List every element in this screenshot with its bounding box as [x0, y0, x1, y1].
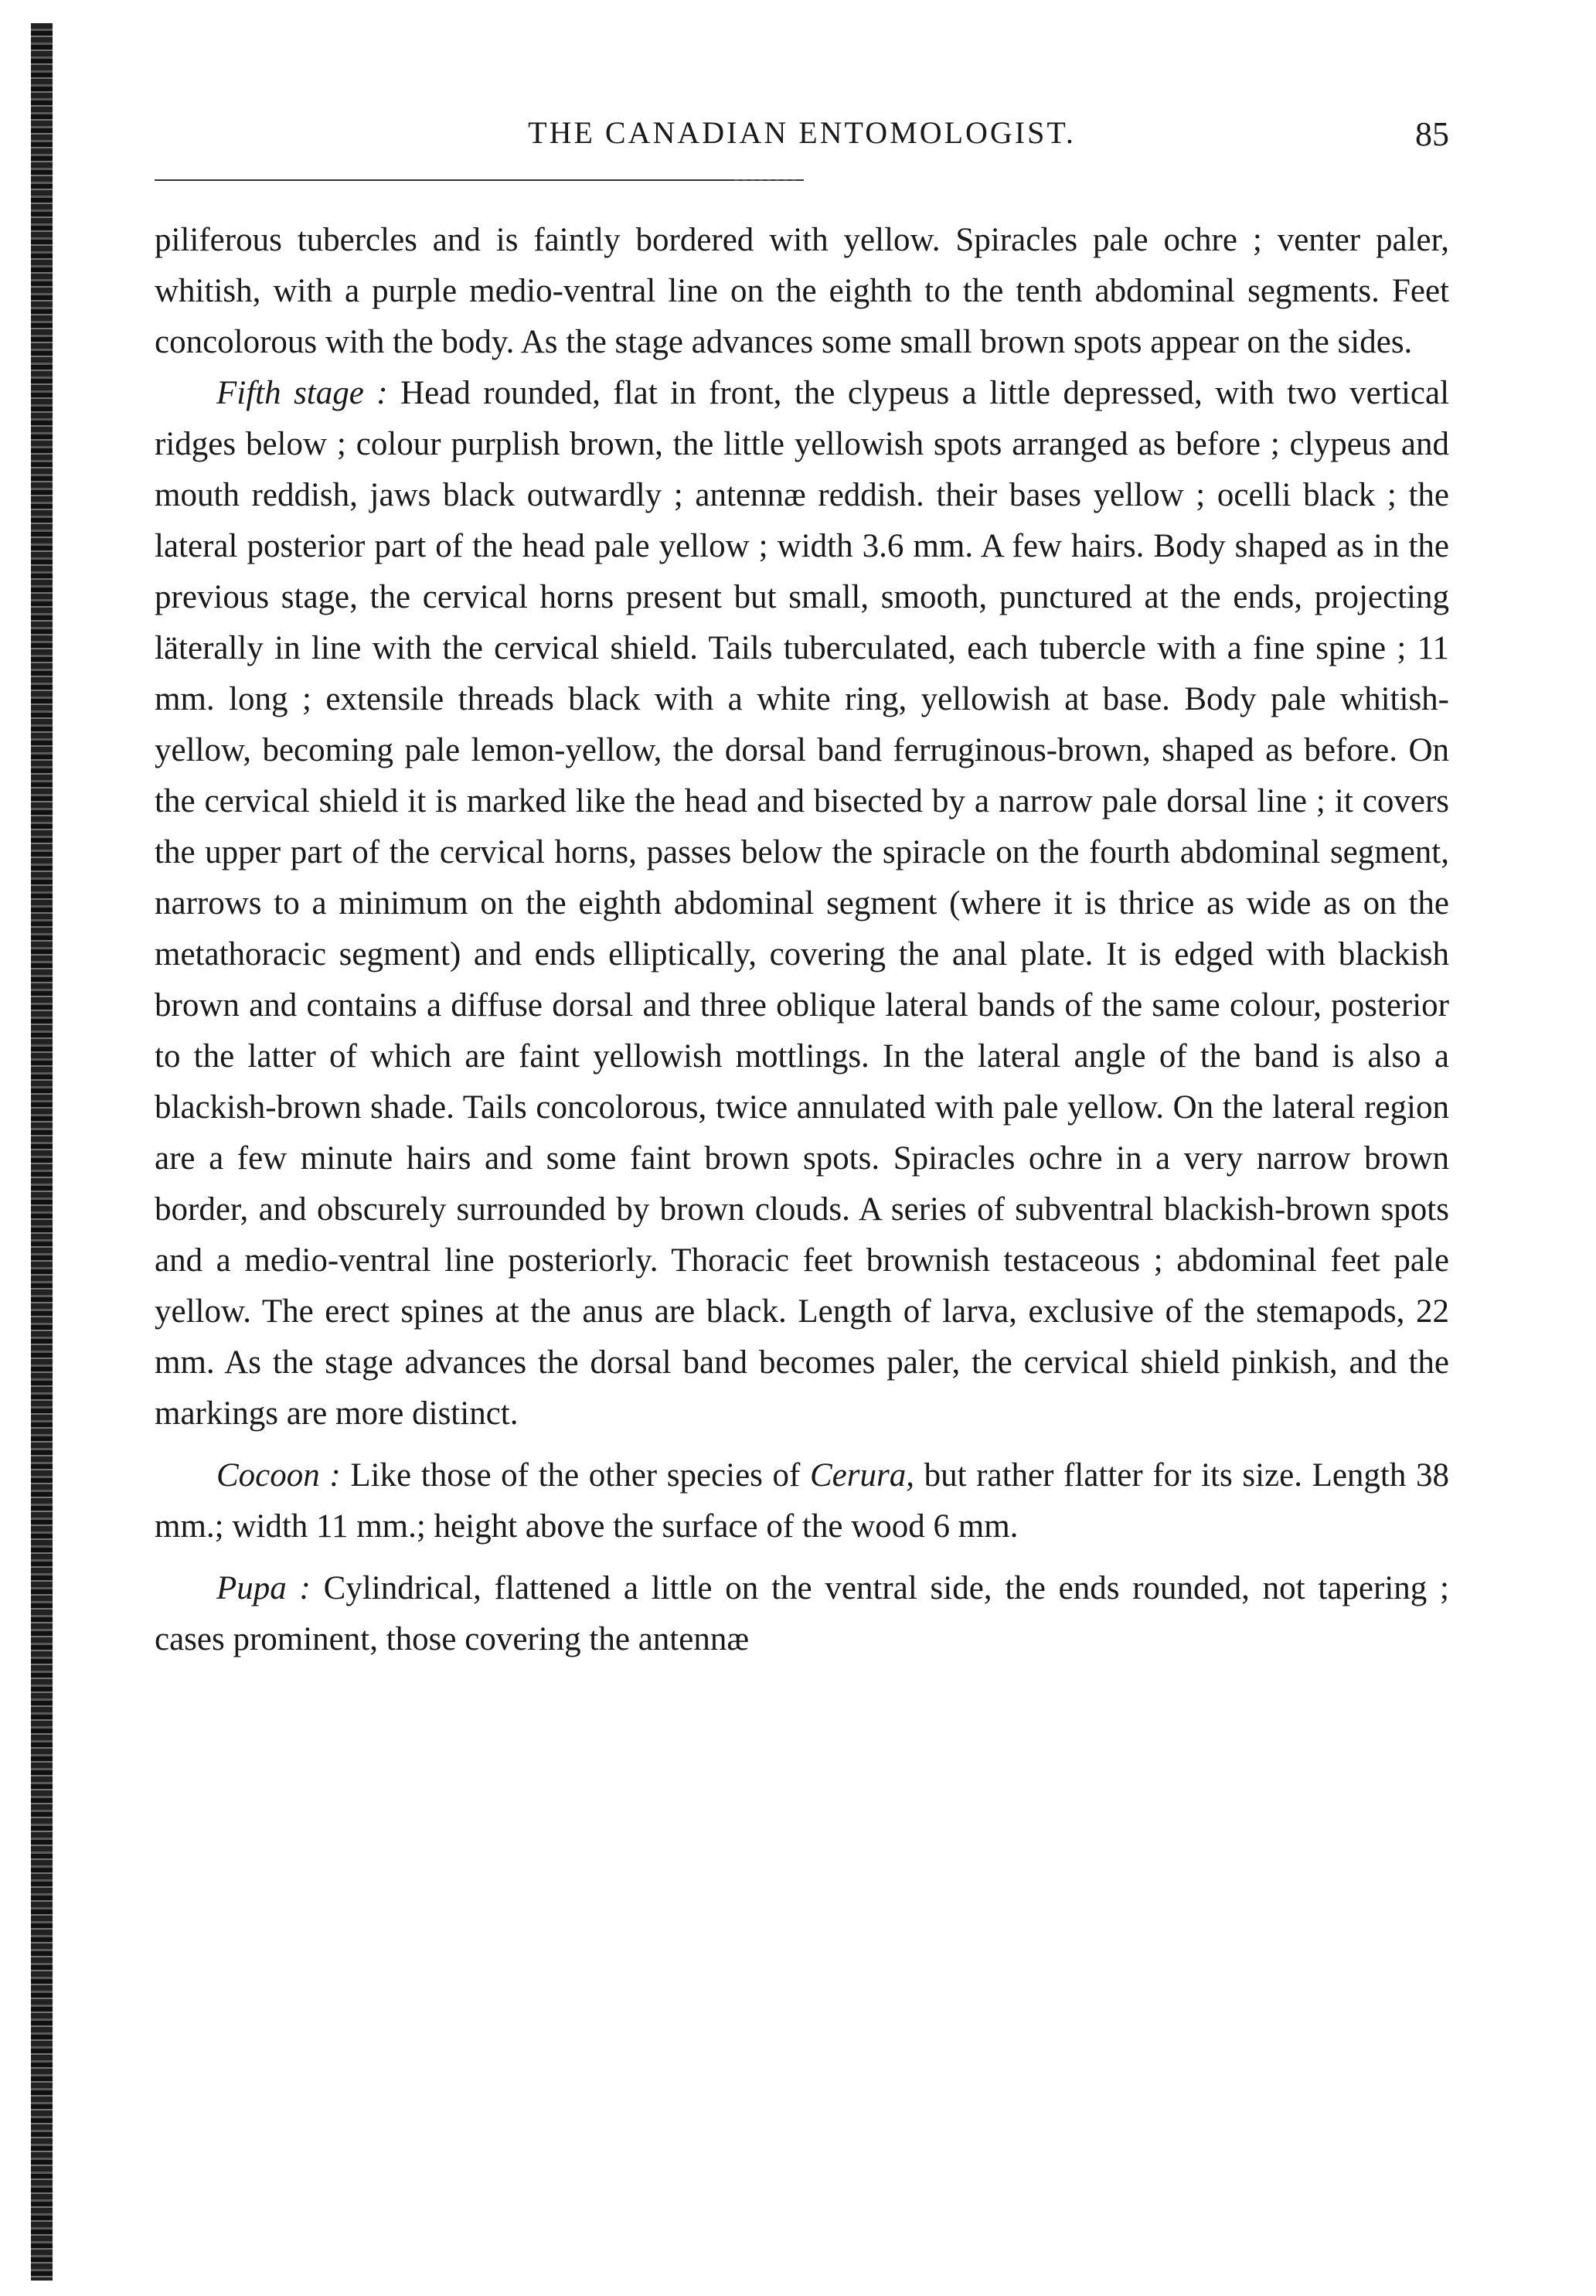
- paragraph-lead: Cocoon :: [216, 1457, 341, 1494]
- running-head: [155, 114, 1449, 161]
- body-text: [155, 215, 1449, 1665]
- genus-name: Cerura,: [809, 1457, 914, 1494]
- paragraph-text: Cylindrical, flattened a little on the ventral side, the ends rounded, not tapering ; cases prominent, those covering the antennæ: [155, 1570, 1450, 1657]
- paragraph-text: but rather flatter for its size. Length 38 mm.; width 11 mm.; height above the surface of the wood 6 mm.: [155, 1457, 1449, 1545]
- paragraph-text: piliferous tubercles and is faintly bordered with yellow. Spiracles pale ochre ; venter paler, whitish, with a purple medio-ventral line on the eighth to the tenth abdominal segments. Feet concolorous with the body. As the stage advances some small brown spots appear on the sides.: [155, 222, 1449, 360]
- paragraph-text: Like those of the other species of: [350, 1457, 801, 1494]
- journal-title: THE CANADIAN ENTOMOLOGIST.: [528, 115, 1076, 150]
- page-number: 85: [1415, 115, 1449, 153]
- paragraph-continuation: [155, 215, 1449, 368]
- paragraph-cocoon: [155, 1450, 1449, 1552]
- paragraph-pupa: [155, 1563, 1449, 1665]
- paragraph-lead: Fifth stage :: [216, 375, 388, 411]
- paragraph-fifth-stage: [155, 368, 1449, 1439]
- book-spine-edge: [31, 23, 53, 2281]
- paragraph-lead: Pupa :: [216, 1570, 311, 1606]
- header-rule-tail: [734, 179, 796, 181]
- header-rule: [155, 179, 804, 181]
- paragraph-text: Head rounded, flat in front, the clypeus a little depressed, with two vertical ridges below ; colour purplish brown, the little yellowish spots arranged as before ; clypeus and mouth reddish, jaws black outwardly ; antennæ reddish. their bases yellow ; ocelli black ; the lateral posterior part of the head pale yellow ; width 3.6 mm. A few hairs. Body shaped as in the previous stage, the cervical horns present but small, smooth, punctured at the ends, projecting läterally in line with the cervical shield. Tails tuberculated, each tubercle with a fine spine ; 11 mm. long ; extensile threads black with a white ring, yellowish at base. Body pale whitish-yellow, becoming pale lemon-yellow, the dorsal band ferruginous-brown, shaped as before. On the cervical shield it is marked like the head and bisected by a narrow pale dorsal line ; it covers the upper part of the cervical horns, passes below the spiracle on the fourth abdominal segment, narrows to a minimum on the eighth abdominal segment (where it is thrice as wide as on the metathoracic segment) and ends elliptically, covering the anal plate. It is edged with blackish brown and contains a diffuse dorsal and three oblique lateral bands of the same colour, posterior to the latter of which are faint yellowish mottlings. In the lateral angle of the band is also a blackish-brown shade. Tails concolorous, twice annulated with pale yellow. On the lateral region are a few minute hairs and some faint brown spots. Spiracles ochre in a very narrow brown border, and obscurely surrounded by brown clouds. A series of subventral blackish-brown spots and a medio-ventral line posteriorly. Thoracic feet brownish testaceous ; abdominal feet pale yellow. The erect spines at the anus are black. Length of larva, exclusive of the stemapods, 22 mm. As the stage advances the dorsal band becomes paler, the cervical shield pinkish, and the markings are more distinct.: [155, 375, 1450, 1432]
